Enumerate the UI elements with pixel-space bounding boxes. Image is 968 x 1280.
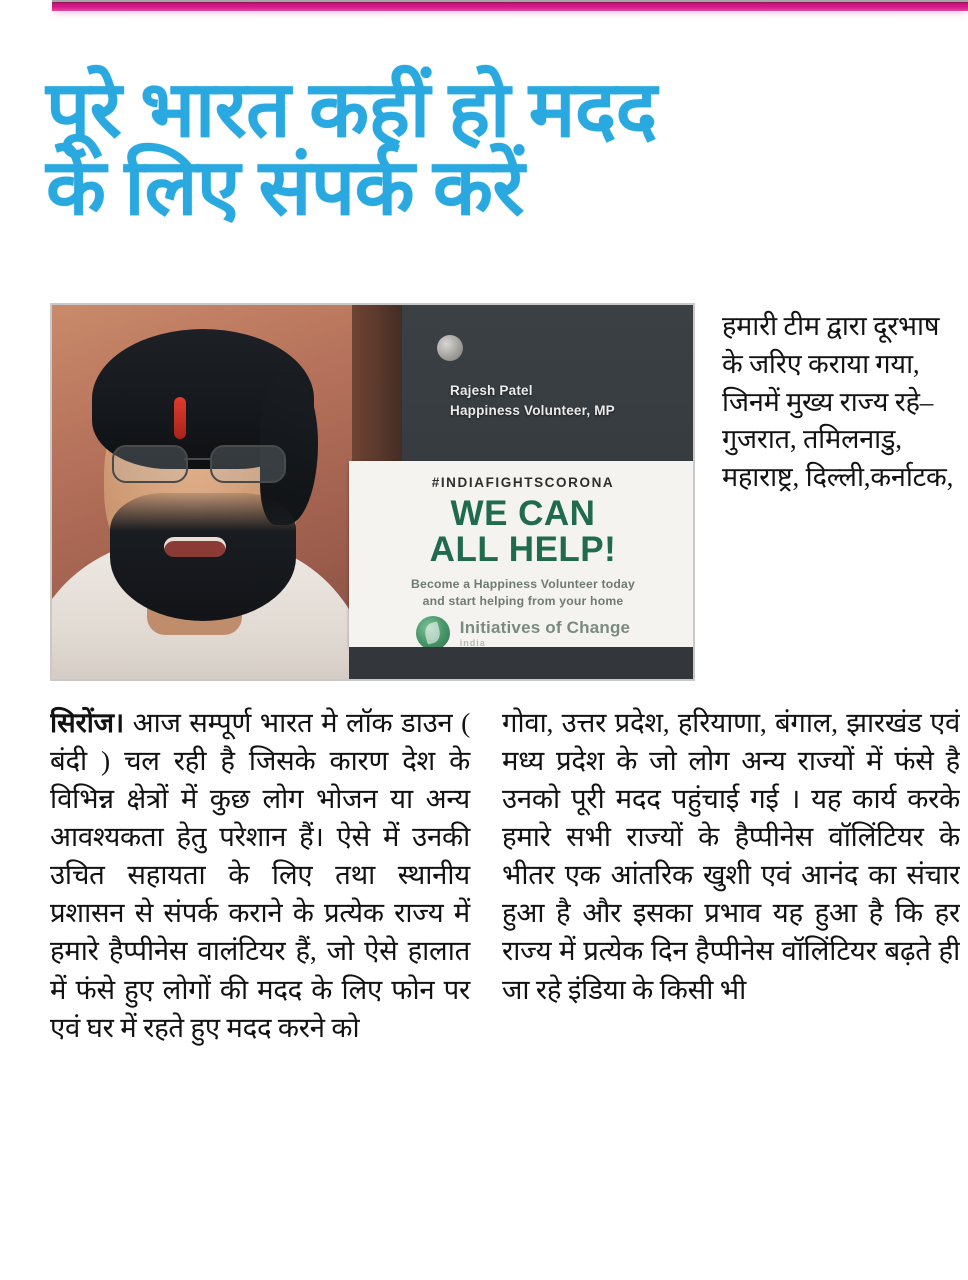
headline-line-1: पूरे भारत कहीं हो मदद [46,66,657,153]
poster-brand-sub: india [459,638,486,647]
poster-headline-line-2: ALL HELP! [429,529,617,569]
glasses-right-lens [210,445,286,483]
headline-line-2: के लिए संपर्क करें [46,143,524,231]
poster-hashtag: #INDIAFIGHTSCORONA [431,475,615,490]
article-photo [50,303,695,681]
campaign-poster [349,461,695,647]
photo-caption-role: Happiness Volunteer, MP [450,402,615,418]
poster-headline [349,496,695,567]
dateline: सिरोंज। [50,707,124,738]
subject-mouth [164,537,226,557]
article-body [50,704,960,1280]
side-column-text: हमारी टीम द्वारा दूरभाष के जरिए कराया गया, जिनमें मुख्य राज्य रहे– गुजरात, तमिलनाडु, महाराष्ट्र, दिल्ली,कर्नाटक, [722,311,954,493]
subject-tilak [174,397,186,439]
body-column-left [50,704,470,1047]
poster-subtext-line-2: and start helping from your home [422,593,624,608]
leaf-logo-icon [416,616,450,647]
poster-bottom-band [349,647,695,681]
subject-glasses [112,445,297,479]
body-column-right: गोवा, उत्तर प्रदेश, हरियाणा, बंगाल, झारखंड एवं मध्य प्रदेश के जो लोग अन्य राज्यों में फंसे है उनको पूरी मदद पहुंचाई गई । यह कार्य करके हमारे सभी राज्यों के हैप्पीनेस वॉलिंटियर के भीतर एक आंतरिक खुशी एवं आनंद का संचार हुआ है और इसका प्रभाव यह हुआ है कि हर राज्य में प्रत्येक दिन हैप्पीनेस वॉलिंटियर बढ़ते ही जा रहे इंडिया के किसी भी [502,707,960,1005]
glasses-left-lens [112,445,188,483]
body-column-left-text: आज सम्पूर्ण भारत मे लॉक डाउन ( बंदी ) चल रही है जिसके कारण देश के विभिन्न क्षेत्रों में कुछ लोग भोजन या अन्य आवश्यकता हेतु परेशान हैं। ऐसे में उनकी उचित सहायता के लिए तथा स्थानीय प्रशासन से संपर्क कराने के प्रत्येक राज्य में हमारे हैप्पीनेस वालंटियर हैं, जो ऐसे हालात में फंसे हुए लोगों की मदद के लिए फोन पर एवं घर में रहते हुए मदद करने को [50,707,470,1043]
glasses-bridge [184,458,210,460]
subject-beard [110,493,296,621]
page-headline [46,66,926,231]
poster-subtext [349,576,695,609]
poster-subtext-line-1: Become a Happiness Volunteer today [411,577,635,592]
top-magenta-rule [52,2,968,11]
poster-headline-line-1: WE CAN [450,494,596,533]
photo-subject-portrait [52,305,392,679]
poster-brand-text [460,618,630,647]
photo-door-knob [437,335,463,361]
poster-brand [349,616,695,647]
photo-caption-name: Rajesh Patel [450,383,533,398]
poster-brand-name: Initiatives of Change [459,618,631,638]
photo-caption [450,381,690,420]
photo-background [52,305,693,679]
top-rule-container [0,0,968,18]
